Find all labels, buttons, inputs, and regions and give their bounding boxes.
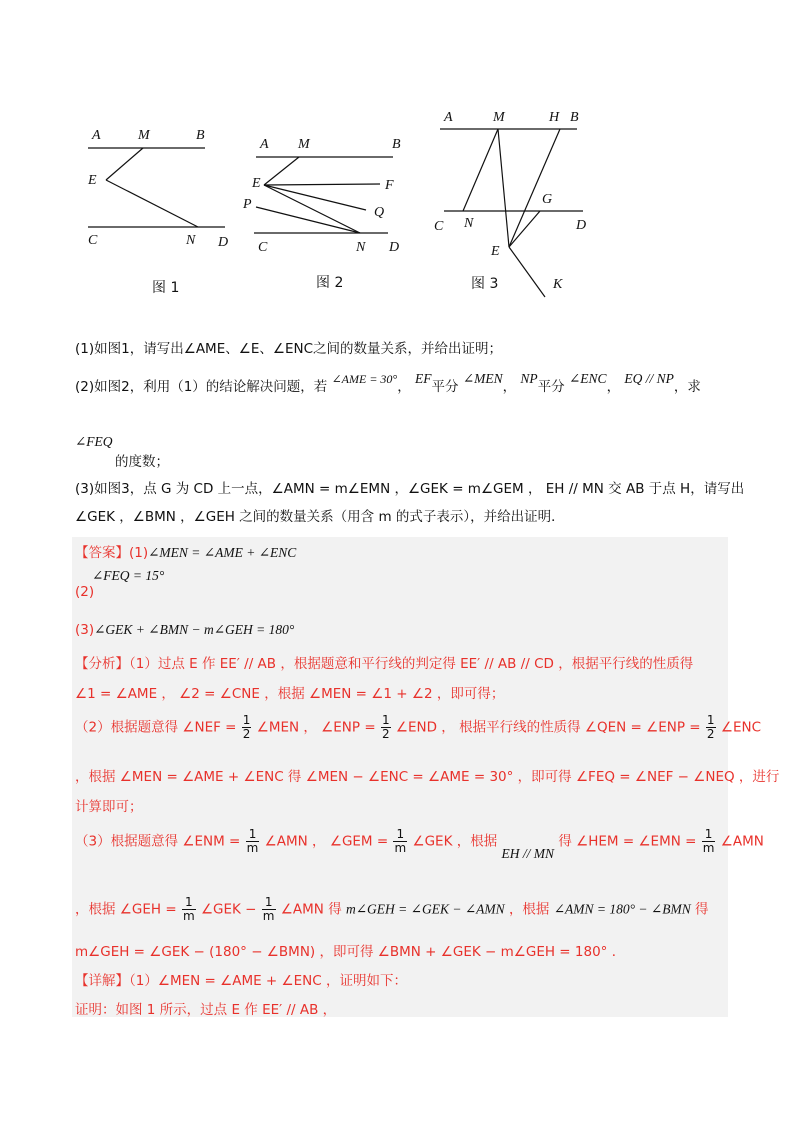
analysis-7f: ，根据 [508,901,550,918]
fraction-half-2: $\frac{1}{2}$ [381,713,390,741]
figure-3 [440,129,583,297]
answer-2 [92,568,164,584]
answer-tag: 【答案】 [75,545,129,561]
analysis-line-2: ∠1 = ∠AME ， ∠2 = ∠CNE ，根据 ∠MEN = ∠1 + ∠2 ，即可得； [75,686,505,702]
fig1-label-a: A [92,128,101,143]
fig3-segment-mn [463,129,498,211]
fig3-segment-ek [509,247,545,297]
q2-angle-enc: ∠ENC [568,371,607,386]
question-2 [75,371,701,397]
fig1-segment-en [106,180,198,227]
analysis-6d: EH // MN [501,845,555,861]
fig2-segment-ef [264,184,380,185]
q2-bisect-2: 平分 [537,379,565,395]
fig3-label-c: C [434,219,444,234]
fraction-1-over-m-3: $\frac{1}{m}$ [702,827,715,855]
fraction-1-over-m-5: $\frac{1}{m}$ [262,895,275,923]
detail-tag: 【详解】 [75,973,129,989]
fig1-label-c: C [88,233,98,248]
analysis-7c: ∠AMN [280,901,324,918]
analysis-7e: m∠GEH = ∠GEK − ∠AMN [345,901,505,917]
analysis-3a: （2）根据题意得 ∠NEF = [75,719,237,736]
fraction-1-over-m-4: $\frac{1}{m}$ [182,895,195,923]
answer-2-label: (2) [75,584,95,600]
q2-comma-1: ， [397,379,411,395]
analysis-6a: （3）根据题意得 ∠ENM = [75,833,241,850]
fig2-label-b: B [392,137,401,152]
analysis-7h: 得 [695,901,709,918]
answer-line-1 [75,541,296,561]
fig2-label-p: P [243,197,252,212]
fig2-label-a: A [260,137,269,152]
fraction-half-3: $\frac{1}{2}$ [706,713,715,741]
analysis-line-1 [75,652,693,672]
fig3-label-g: G [542,192,553,207]
q2-degree-text: 的度数； [115,454,169,470]
analysis-line-6 [75,827,764,861]
figures-area [0,0,800,310]
answer-3-label: (3) [75,622,95,638]
analysis-line-8: m∠GEH = ∠GEK − (180° − ∠BMN) ，即可得 ∠BMN + ∠GEK − m∠GEH = 180° ． [75,944,626,960]
q2-condition-angle: ∠AME = 30° [331,372,398,386]
fig3-segment-me [498,129,509,247]
q2-angle-men: ∠MEN [462,371,503,386]
q2-ask: ，求 [673,379,701,395]
fig2-label-m: M [298,137,310,152]
fig3-label-d: D [576,218,587,233]
analysis-3d: ∠ENC [720,719,762,736]
fig3-label-a: A [444,110,453,125]
fig1-label-b: B [196,128,205,143]
analysis-line-7 [75,896,709,923]
figure-2 [254,157,393,233]
analysis-tag: 【分析】 [75,656,129,672]
analysis-7d: 得 [328,901,342,918]
analysis-7b: ∠GEK − [200,901,257,918]
analysis-3c: ∠END ， 根据平行线的性质得 ∠QEN = ∠ENP = [395,719,701,736]
answer-1: ∠MEN = ∠AME + ∠ENC [148,545,297,560]
answer-2-value: ∠FEQ = 15° [92,568,165,583]
analysis-6b: ∠AMN ， ∠GEM = [264,833,389,850]
answer-3: ∠GEK + ∠BMN − m∠GEH = 180° [94,622,295,637]
fig3-label-m: M [493,110,505,125]
analysis-6f: ∠AMN [720,833,764,850]
q2-parallel: EQ // NP [624,371,674,386]
analysis-6e: 得 ∠HEM = ∠EMN = [558,833,697,850]
analysis-line-3 [75,714,761,741]
fig3-segment-ge [509,211,540,247]
analysis-line-4: ，根据 ∠MEN = ∠AME + ∠ENC 得 ∠MEN − ∠ENC = ∠AME = 30° ，即可得 ∠FEQ = ∠NEF − ∠NEQ ，进行 [75,769,780,785]
fig2-label-c: C [258,240,268,255]
detail-text-1: （1）∠MEN = ∠AME + ∠ENC ，证明如下： [129,973,407,989]
fig2-caption: 图 2 [316,275,344,291]
fig3-segment-he [509,129,560,247]
q2-bisect-1: 平分 [431,379,459,395]
detail-line-2: 证明：如图 1 所示，过点 E 作 EE′ // AB ， [75,1002,337,1018]
fig1-label-e: E [88,173,97,188]
question-3-line-2: ∠GEK ，∠BMN ，∠GEH 之间的数量关系（用含 m 的式子表示），并给出证明． [75,509,565,525]
analysis-text-1: （1）过点 E 作 EE′ // AB ，根据题意和平行线的判定得 EE′ // AB // CD ，根据平行线的性质得 [129,656,694,672]
fig2-label-f: F [385,178,394,193]
fig2-segment-eq [264,185,366,210]
fig2-label-n: N [356,240,366,255]
figure-1 [88,148,225,227]
analysis-7a: ，根据 ∠GEH = [75,901,177,918]
fig1-caption: 图 1 [152,280,180,296]
q2-np: NP [520,371,538,386]
analysis-7g: ∠AMN = 180° − ∠BMN [553,901,691,917]
fig2-segment-pn [256,207,360,233]
answer-1-label: (1) [129,545,149,561]
fig2-label-d: D [389,240,400,255]
q2-comma-3: ， [606,379,621,395]
fig2-label-e: E [252,176,261,191]
fraction-half-1: $\frac{1}{2}$ [242,713,251,741]
fig3-label-k: K [553,277,563,292]
fig3-label-n: N [464,216,474,231]
fig2-segment-en [264,185,360,233]
q2-angle-feq: ∠FEQ [75,434,113,449]
analysis-3b: ∠MEN ， ∠ENP = [256,719,376,736]
fig1-segment-me [106,148,143,180]
detail-line-1 [75,969,407,989]
fig1-label-m: M [138,128,150,143]
q2-ef: EF [415,371,432,386]
fraction-1-over-m-1: $\frac{1}{m}$ [246,827,259,855]
fig3-caption: 图 3 [471,276,499,292]
analysis-line-5: 计算即可； [75,799,143,815]
question-3-line-1: (3)如图3，点 G 为 CD 上一点，∠AMN = m∠EMN ，∠GEK = m∠GEM ， EH // MN 交 AB 于点 H，请写出 [75,481,745,497]
question-2-cont [75,432,169,472]
fraction-1-over-m-2: $\frac{1}{m}$ [394,827,407,855]
fig1-label-d: D [218,235,229,250]
fig1-label-n: N [186,233,196,248]
q2-comma-2: ， [502,379,517,395]
answer-line-3 [75,622,294,638]
fig3-label-h: H [549,110,560,125]
fig2-label-q: Q [374,205,385,220]
fig3-label-b: B [570,110,579,125]
fig2-segment-me [264,157,299,185]
analysis-6c: ∠GEK ，根据 [412,833,498,850]
q2-text-a: (2)如图2，利用（1）的结论解决问题，若 [75,379,328,395]
question-1: (1)如图1，请写出∠AME、∠E、∠ENC之间的数量关系，并给出证明； [75,341,503,357]
fig3-label-e: E [491,244,500,259]
